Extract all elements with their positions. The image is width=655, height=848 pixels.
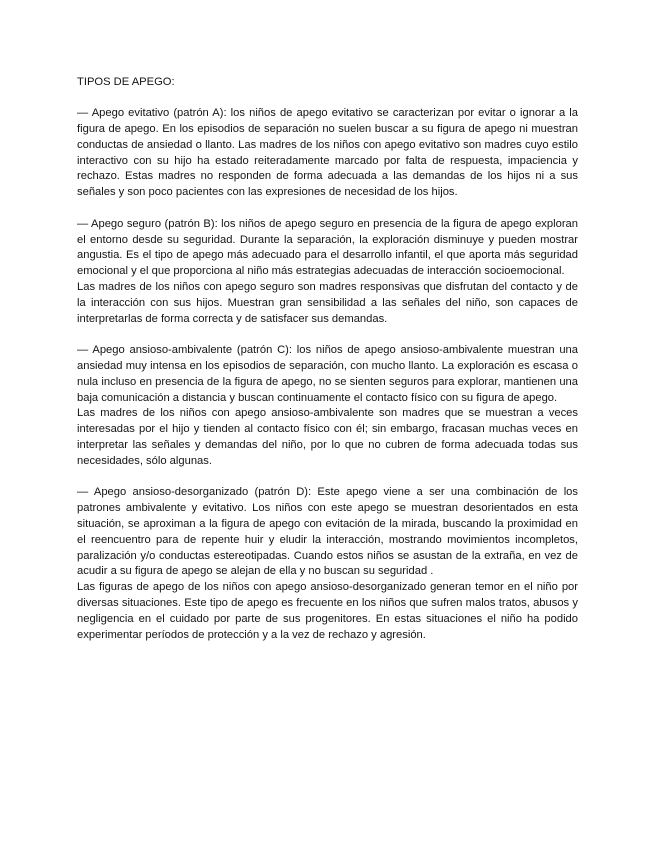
document-page xyxy=(77,75,578,659)
paragraph: Las madres de los niños con apego ansioso-ambivalente son madres que se muestran a veces interesadas por el hijo y tienden al contacto físico con él; sin embargo, fracasan muchas veces en interpretar las señales y demandas del niño, por lo que no cubren de forma adecuada todas sus necesidades, sólo algunas. xyxy=(77,407,578,467)
paragraph: — Apego seguro (patrón B): los niños de apego seguro en presencia de la figura de apego exploran el entorno desde su seguridad. Durante la separación, la exploración disminuye y pueden mostrar angustia. Es el tipo de apego más adecuado para el desarrollo infantil, el que aporta más seguridad emocional y el que proporciona al niño más estrategias adecuadas de interacción socioemocional. xyxy=(77,217,578,278)
document-title: TIPOS DE APEGO: xyxy=(77,76,175,88)
paragraph: Las madres de los niños con apego seguro son madres responsivas que disfrutan del contacto y de la interacción con sus hijos. Muestran gran sensibilidad a las señales del niño, son capaces de interpretarlas de forma correcta y de satisfacer sus demandas. xyxy=(77,281,578,325)
section-apego-seguro xyxy=(77,217,578,328)
section-apego-evitativo xyxy=(77,106,578,201)
paragraph: — Apego evitativo (patrón A): los niños de apego evitativo se caracterizan por evitar o ignorar a la figura de apego. En los episodios de separación no suelen buscar a su figura de apego ni muestran conductas de ansiedad o llanto. Las madres de los niños con apego evitativo son madres cuyo estilo interactivo con su hijo ha estado reiteradamente marcado por falta de respuesta, impaciencia y rechazo. Estas madres no responden de forma adecuada a las demandas de los hijos ni a sus señales y son poco pacientes con las expresiones de necesidad de los hijos. xyxy=(77,107,578,199)
paragraph: Las figuras de apego de los niños con apego ansioso-desorganizado generan temor en el niño por diversas situaciones. Este tipo de apego es frecuente en los niños que sufren malos tratos, abusos y negligencia en el cuidado por parte de sus progenitores. En estas situaciones el niño ha podido experimentar períodos de protección y a la vez de rechazo y agresión. xyxy=(77,581,578,641)
paragraph: — Apego ansioso-ambivalente (patrón C): los niños de apego ansioso-ambivalente muestran una ansiedad muy intensa en los episodios de separación, con mucho llanto. La exploración es escasa o nula incluso en presencia de la figura de apego, no se sienten seguros para explorar, mantienen una baja comunicación a distancia y buscan continuamente el contacto físico con su figura de apego. xyxy=(77,344,578,404)
paragraph: — Apego ansioso-desorganizado (patrón D): Este apego viene a ser una combinación de los patrones ambivalente y evitativo. Los niños con este apego se muestran desorientados en esta situación, se aproximan a la figura de apego con evitación de la mirada, buscando la proximidad en el reencuentro para de repente huir y eludir la interacción, mostrando movimientos incompletos, paralización y/o conductas estereotipadas. Cuando estos niños se asustan de la extraña, en vez de acudir a su figura de apego se alejan de ella y no buscan su seguridad . xyxy=(77,486,578,578)
section-apego-ansioso-desorganizado xyxy=(77,485,578,643)
section-apego-ansioso-ambivalente xyxy=(77,343,578,469)
